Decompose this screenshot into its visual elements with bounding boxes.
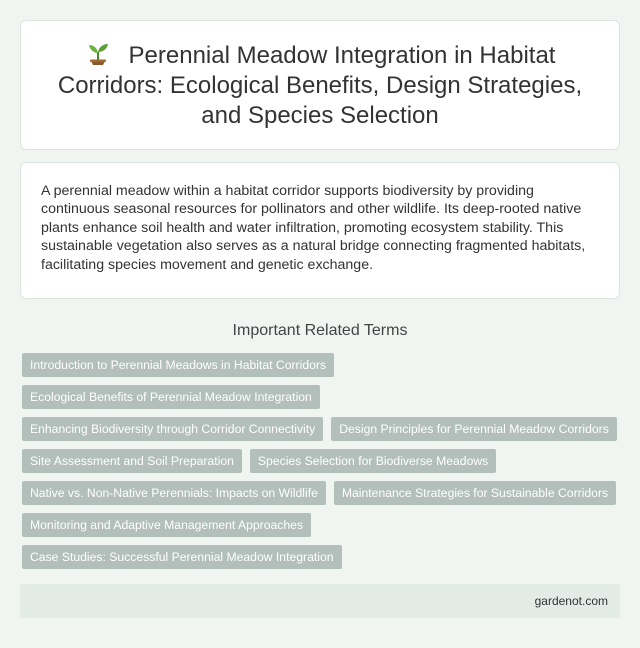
related-terms-list [20,353,620,569]
related-term-tag[interactable]: Native vs. Non-Native Perennials: Impacts on Wildlife [22,481,326,505]
related-term-tag[interactable]: Introduction to Perennial Meadows in Habitat Corridors [22,353,334,377]
page-title [51,40,589,131]
page-title-text: Perennial Meadow Integration in Habitat Corridors: Ecological Benefits, Design Strategies, and Species Selection [57,41,583,129]
related-term-tag[interactable]: Site Assessment and Soil Preparation [22,449,242,473]
summary-paragraph: A perennial meadow within a habitat corridor supports biodiversity by providing continuous seasonal resources for pollinators and other wildlife. Its deep-rooted native plants enhance soil health and water infiltration, promoting ecosystem stability. This sustainable vegetation also serves as a natural bridge connecting fragmented habitats, facilitating species movement and genetic exchange. [41,183,586,273]
related-term-tag[interactable]: Enhancing Biodiversity through Corridor Connectivity [22,417,323,441]
summary-card [20,162,620,299]
related-term-tag[interactable]: Design Principles for Perennial Meadow Corridors [331,417,617,441]
related-term-tag[interactable]: Maintenance Strategies for Sustainable Corridors [334,481,616,505]
related-term-tag[interactable]: Species Selection for Biodiverse Meadows [250,449,496,473]
sprout-icon [85,40,111,66]
related-terms-heading: Important Related Terms [232,322,408,339]
related-term-tag[interactable]: Case Studies: Successful Perennial Meadow Integration [22,545,342,569]
related-term-tag[interactable]: Ecological Benefits of Perennial Meadow Integration [22,385,320,409]
title-card [20,20,620,150]
related-term-tag[interactable]: Monitoring and Adaptive Management Approaches [22,513,311,537]
footer-site-name: gardenot.com [534,594,608,608]
footer [20,584,620,618]
